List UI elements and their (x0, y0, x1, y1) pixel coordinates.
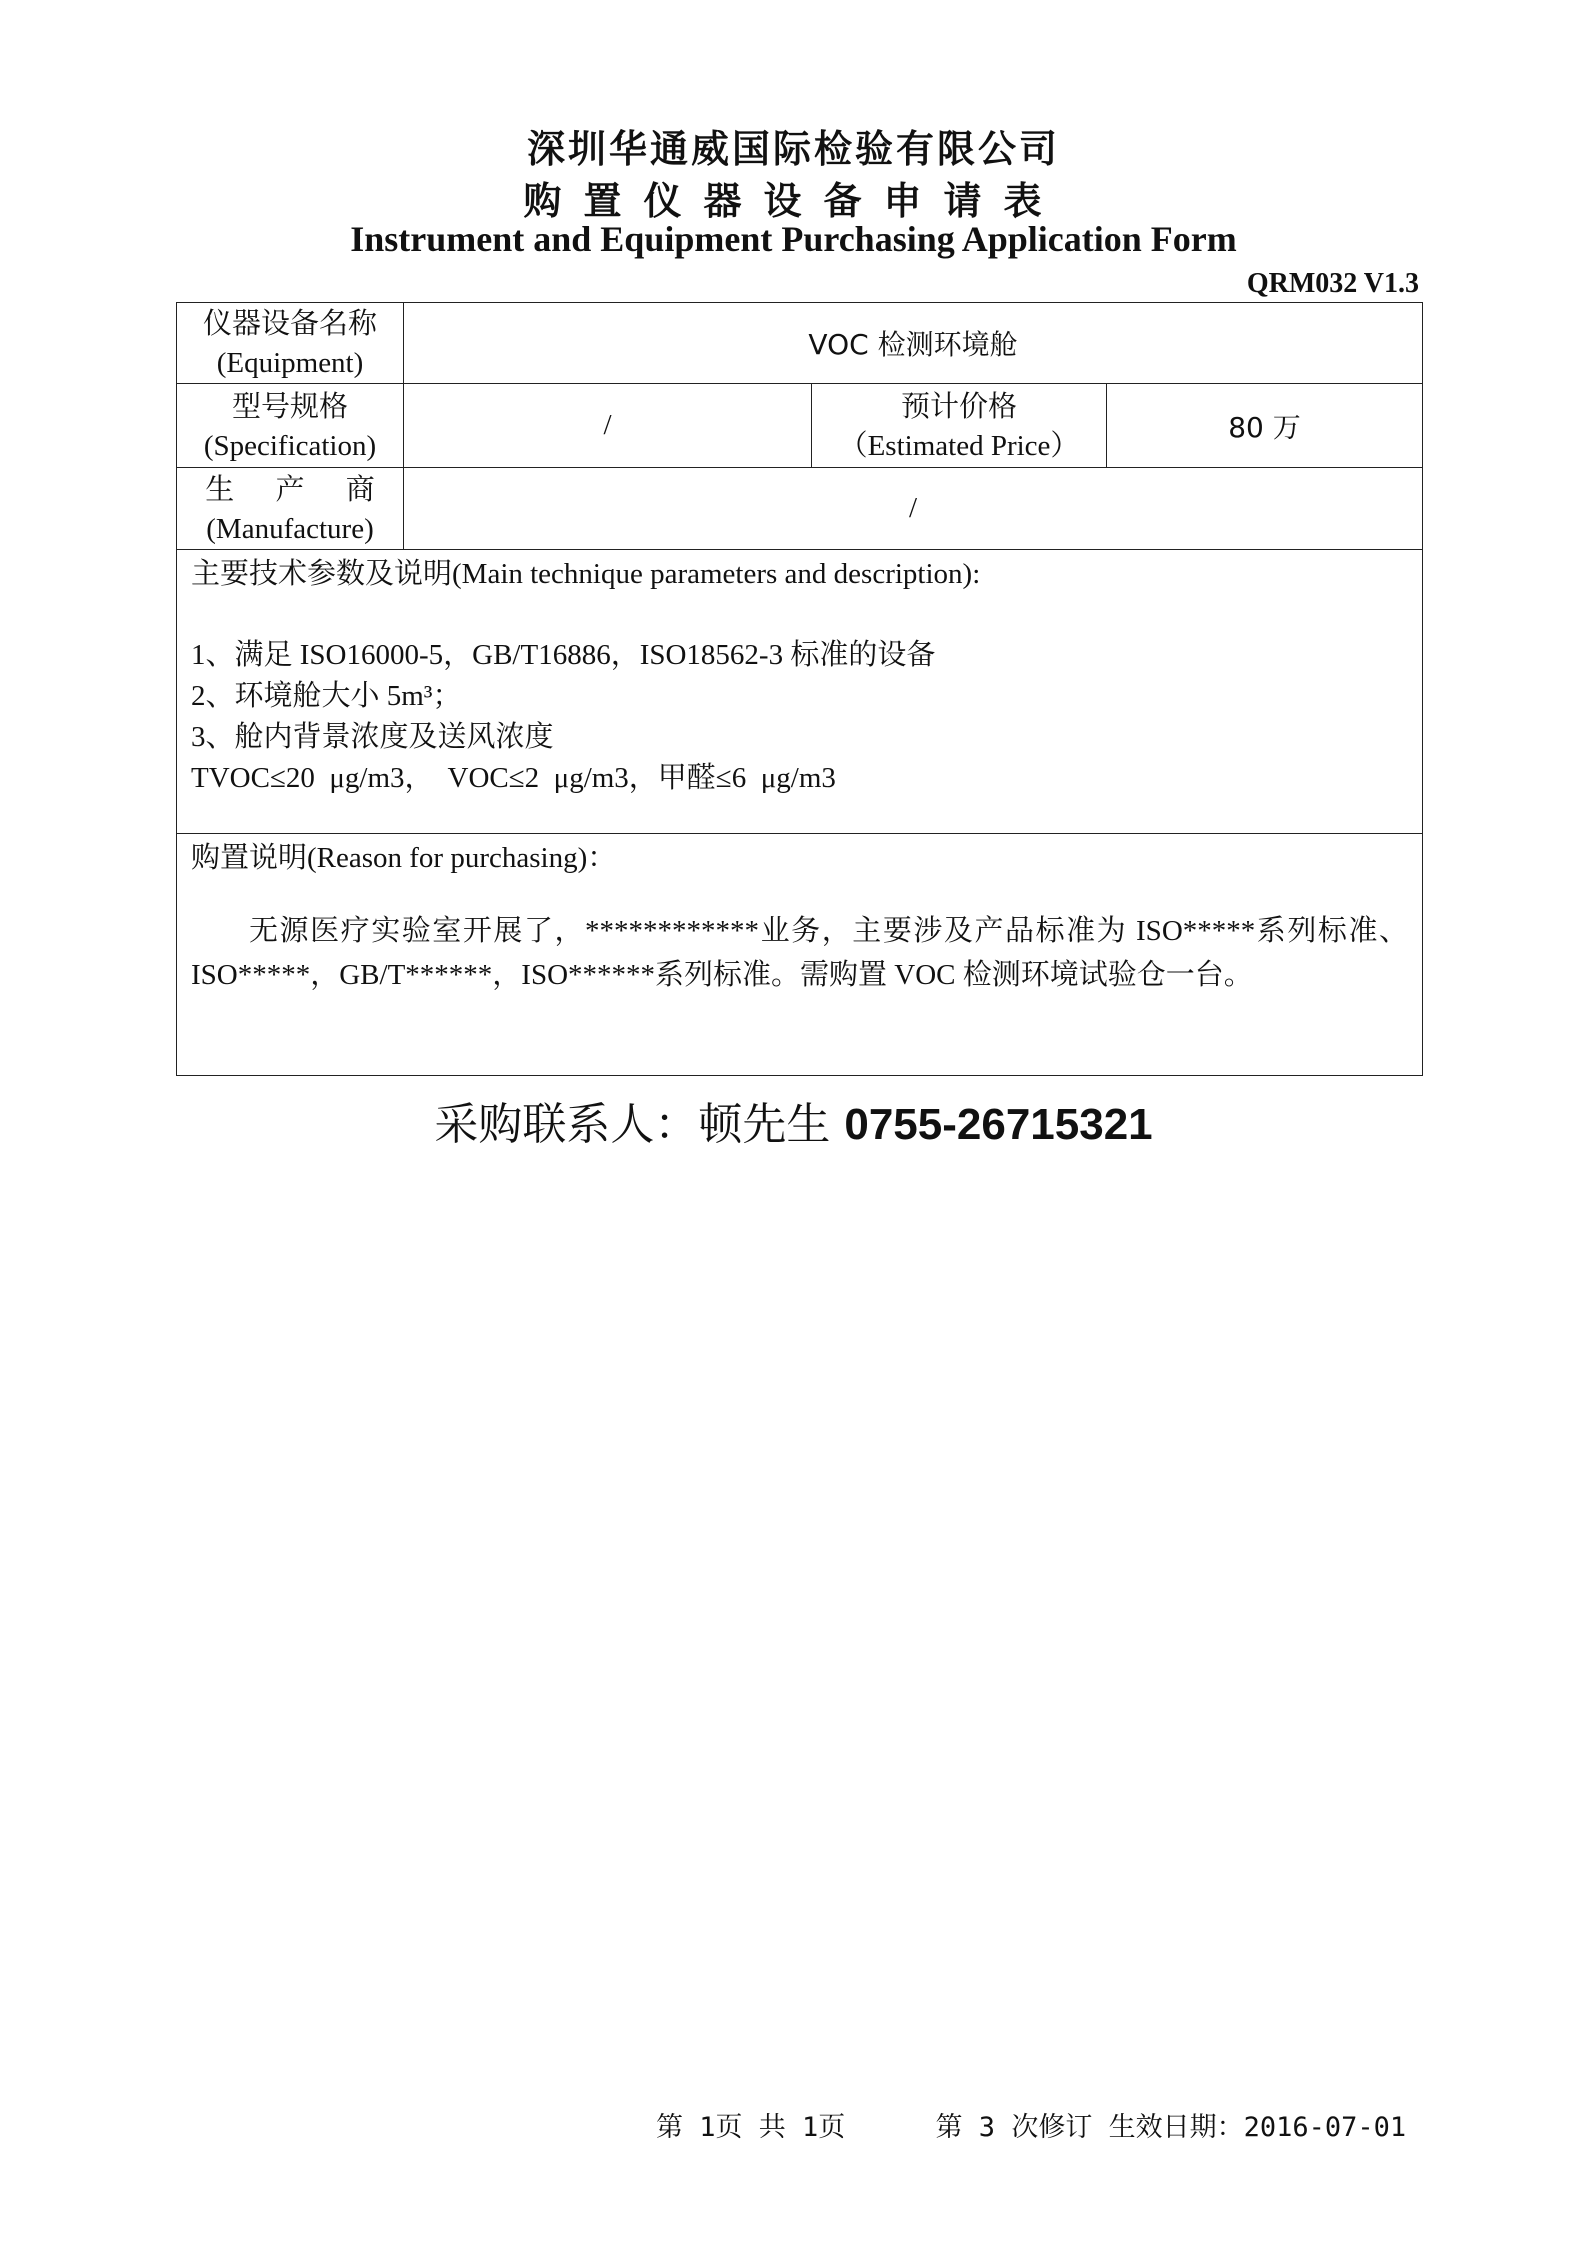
equipment-value (404, 303, 1423, 384)
manufacture-row (177, 468, 1423, 550)
specification-value: / (404, 384, 812, 468)
price-value-text: 80 万 (1228, 410, 1301, 444)
parameter-line-4: TVOC≤20 μg/m3， VOC≤2 μg/m3，甲醛≤6 μg/m3 (191, 762, 836, 794)
equipment-label-cn: 仪器设备名称 (202, 306, 377, 340)
page-footer (656, 2105, 1406, 2144)
parameter-line-2: 2、环境舱大小 5m³； (191, 680, 462, 712)
footer-revision: 第 3 次修订 生效日期：2016-07-01 (935, 2112, 1407, 2143)
price-label-en: （Estimated Price） (838, 429, 1080, 462)
parameters-heading: 主要技术参数及说明(Main technique parameters and description): (191, 558, 981, 590)
price-label (812, 384, 1107, 468)
reason-block (177, 834, 1423, 1076)
application-form-table (176, 302, 1423, 1076)
reason-row (177, 834, 1423, 1076)
manufacture-value: / (404, 468, 1423, 550)
manufacture-label (177, 468, 404, 550)
form-code: QRM032 V1.3 (1246, 268, 1419, 299)
specification-label (177, 384, 404, 468)
specification-row (177, 384, 1423, 468)
form-title-cn: 购置仪器设备申请表 (523, 179, 1064, 223)
manufacture-label-en: (Manufacture) (206, 512, 374, 545)
contact-label: 采购联系人：顿先生 (434, 1099, 845, 1150)
parameter-line-3: 3、舱内背景浓度及送风浓度 (191, 721, 554, 753)
footer-page-number: 第 1页 共 1页 (656, 2112, 846, 2143)
equipment-label (177, 303, 404, 384)
price-value (1107, 384, 1423, 468)
parameter-line-1: 1、满足 ISO16000-5，GB/T16886，ISO18562-3 标准的设备 (191, 639, 936, 671)
parameters-row (177, 550, 1423, 834)
manufacture-label-cn: 生 产 商 (205, 471, 391, 506)
reason-heading: 购置说明(Reason for purchasing)： (191, 842, 617, 874)
parameters-block (177, 550, 1423, 834)
equipment-row (177, 303, 1423, 384)
company-name: 深圳华通威国际检验有限公司 (526, 127, 1060, 171)
specification-label-en: (Specification) (203, 429, 377, 462)
purchasing-contact (0, 1088, 1587, 1152)
reason-text: 无源医疗实验室开展了，************业务，主要涉及产品标准为 ISO*****系列标准、ISO*****，GB/T******，ISO******系列标准。需购置 VOC 检测环境试验仓一台。 (191, 915, 1409, 991)
equipment-label-en: (Equipment) (216, 347, 364, 379)
price-label-cn: 预计价格 (900, 388, 1017, 423)
equipment-value-text: VOC 检测环境舱 (808, 328, 1018, 361)
form-title-en: Instrument and Equipment Purchasing Application Form (350, 219, 1237, 259)
specification-label-cn: 型号规格 (231, 388, 348, 423)
contact-phone: 0755-26715321 (844, 1100, 1153, 1149)
